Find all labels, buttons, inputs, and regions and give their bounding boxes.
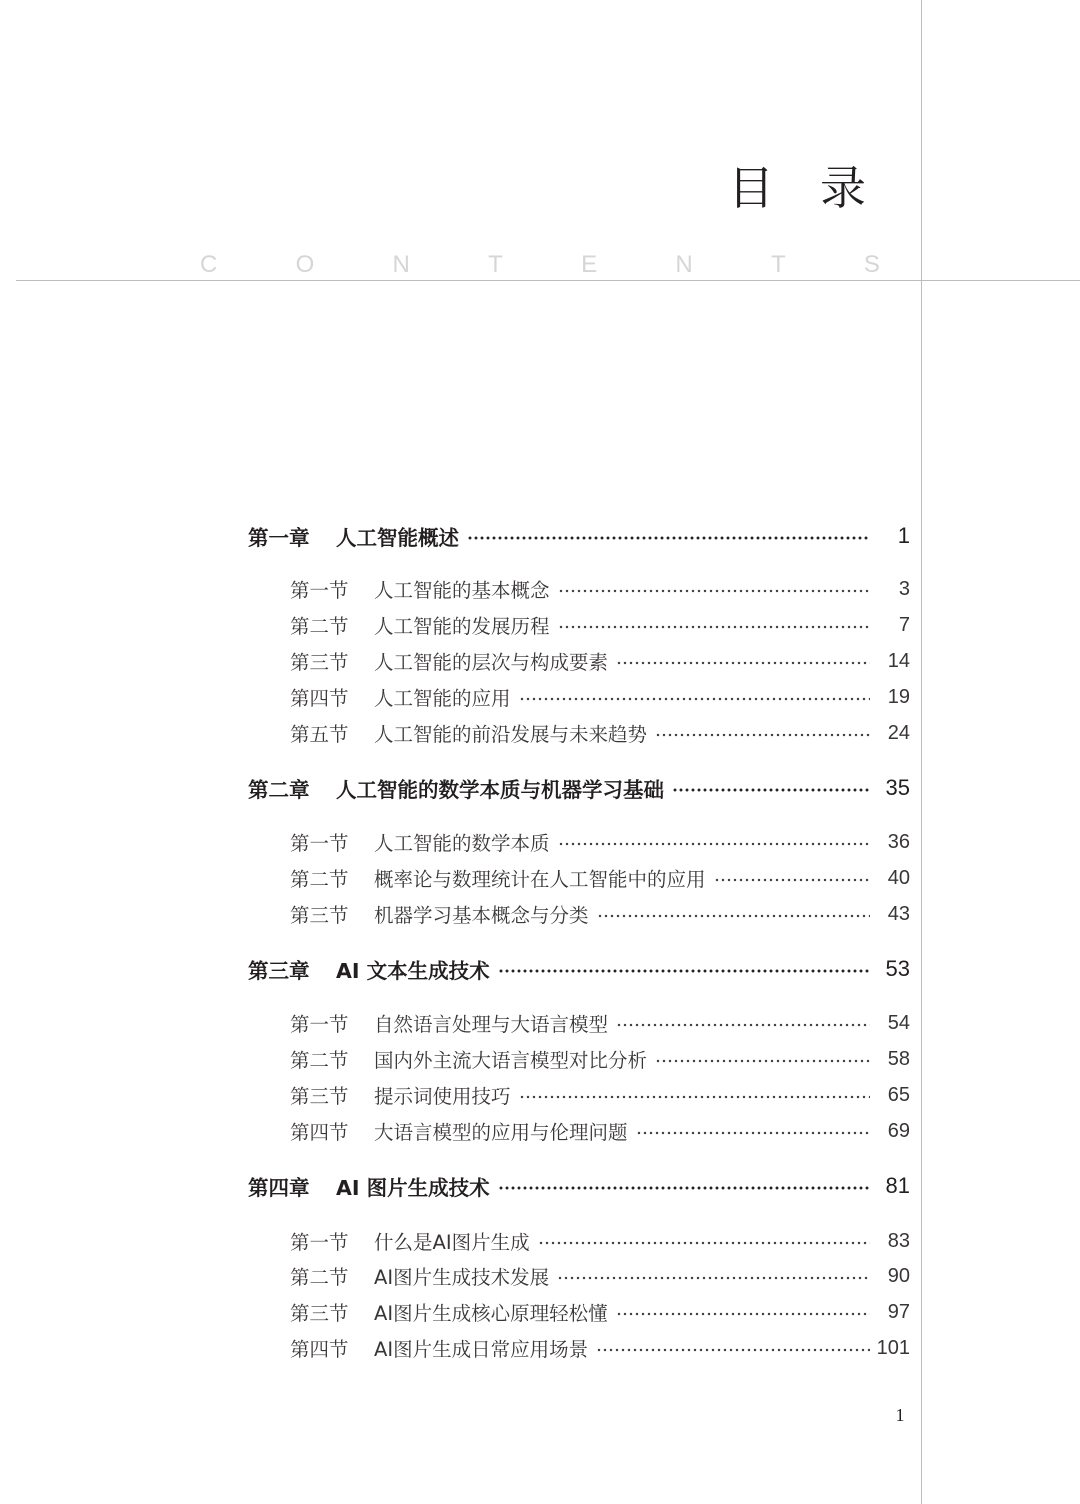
- dot-leader: [498, 969, 870, 973]
- dot-leader: [467, 536, 870, 540]
- dot-leader: [596, 1348, 870, 1352]
- toc-section-row: [290, 1044, 910, 1074]
- section-number: 第四节: [290, 687, 349, 710]
- section-number: 第三节: [290, 1302, 349, 1325]
- toc-section-row: [290, 682, 910, 712]
- dot-leader: [672, 788, 870, 792]
- section-number: 第二节: [290, 1266, 349, 1289]
- page-reference: 1: [897, 523, 910, 548]
- page-reference: 69: [887, 1119, 910, 1142]
- dot-leader: [655, 1059, 870, 1063]
- title-char-2: 录: [820, 161, 866, 215]
- page-reference: 19: [887, 685, 910, 708]
- section-title: 人工智能的层次与构成要素: [374, 651, 609, 674]
- page-reference: 36: [887, 830, 910, 853]
- section-title: AI图片生成技术发展: [374, 1266, 550, 1289]
- dot-leader: [558, 589, 870, 593]
- dot-leader: [557, 1276, 870, 1280]
- contents-letter: S: [863, 251, 880, 278]
- chapter-title: 人工智能的数学本质与机器学习基础: [336, 778, 664, 802]
- section-number: 第二节: [290, 615, 349, 638]
- section-number: 第四节: [290, 1338, 349, 1361]
- dot-leader: [519, 697, 870, 701]
- section-number: 第一节: [290, 1013, 349, 1036]
- section-number: 第一节: [290, 832, 349, 855]
- toc-section-row: [290, 1116, 910, 1146]
- contents-letter: O: [295, 251, 315, 278]
- chapter-number: 第一章: [248, 526, 310, 550]
- contents-letter: T: [488, 251, 503, 278]
- chapter-title: AI 图片生成技术: [336, 1176, 490, 1200]
- section-title: AI图片生成日常应用场景: [374, 1338, 589, 1361]
- dot-leader: [538, 1241, 870, 1245]
- section-title: 人工智能的应用: [374, 687, 511, 710]
- section-number: 第二节: [290, 1049, 349, 1072]
- dot-leader: [597, 914, 870, 918]
- contents-letter: E: [581, 251, 598, 278]
- toc-section-row: [290, 827, 910, 857]
- toc-chapter-row: [248, 1171, 910, 1201]
- dot-leader: [655, 733, 870, 737]
- page-number: 1: [895, 1405, 905, 1425]
- section-number: 第四节: [290, 1121, 349, 1144]
- section-title: 自然语言处理与大语言模型: [374, 1013, 609, 1036]
- page-reference: 83: [887, 1229, 910, 1252]
- chapter-title: 人工智能概述: [336, 526, 459, 550]
- dot-leader: [616, 1312, 870, 1316]
- page-reference: 14: [887, 649, 910, 672]
- contents-letter: N: [675, 251, 693, 278]
- toc-section-row: [290, 1226, 910, 1256]
- page-reference: 97: [887, 1300, 910, 1323]
- chapter-number: 第二章: [248, 778, 310, 802]
- dot-leader: [714, 878, 870, 882]
- toc-section-row: [290, 610, 910, 640]
- section-title: 人工智能的数学本质: [374, 832, 550, 855]
- section-title: 概率论与数理统计在人工智能中的应用: [374, 868, 706, 891]
- page-reference: 53: [885, 956, 910, 981]
- section-number: 第二节: [290, 868, 349, 891]
- toc-section-row: [290, 899, 910, 929]
- section-title: 什么是AI图片生成: [374, 1231, 530, 1254]
- section-number: 第三节: [290, 651, 349, 674]
- section-number: 第三节: [290, 904, 349, 927]
- section-title: 提示词使用技巧: [374, 1085, 511, 1108]
- chapter-title: AI 文本生成技术: [336, 959, 490, 983]
- toc-section-row: [290, 1333, 910, 1363]
- toc-chapter-row: [248, 773, 910, 803]
- contents-letter: C: [200, 251, 218, 278]
- dot-leader: [616, 661, 870, 665]
- contents-letter: T: [770, 251, 786, 278]
- dot-leader: [558, 842, 870, 846]
- page-reference: 58: [887, 1047, 910, 1070]
- section-title: 大语言模型的应用与伦理问题: [374, 1121, 628, 1144]
- section-number: 第一节: [290, 579, 349, 602]
- page-reference: 81: [885, 1173, 910, 1198]
- toc-section-row: [290, 1261, 910, 1291]
- dot-leader: [636, 1131, 870, 1135]
- dot-leader: [498, 1186, 870, 1190]
- page-reference: 43: [887, 902, 910, 925]
- section-number: 第一节: [290, 1231, 349, 1254]
- toc-chapter-row: [248, 521, 910, 551]
- section-title: 人工智能的基本概念: [374, 579, 550, 602]
- section-number: 第五节: [290, 723, 349, 746]
- toc-section-row: [290, 1008, 910, 1038]
- toc-section-row: [290, 718, 910, 748]
- section-title: 国内外主流大语言模型对比分析: [374, 1049, 648, 1072]
- section-number: 第三节: [290, 1085, 349, 1108]
- page-reference: 3: [898, 577, 910, 600]
- section-title: AI图片生成核心原理轻松懂: [374, 1302, 608, 1325]
- toc-section-row: [290, 574, 910, 604]
- section-title: 人工智能的发展历程: [374, 615, 550, 638]
- page-reference: 40: [887, 866, 910, 889]
- toc-section-row: [290, 863, 910, 893]
- chapter-number: 第四章: [248, 1176, 310, 1200]
- page-reference: 24: [887, 721, 910, 744]
- contents-letter: N: [392, 251, 410, 278]
- toc-section-row: [290, 1297, 910, 1327]
- section-title: 人工智能的前沿发展与未来趋势: [374, 723, 648, 746]
- section-title: 机器学习基本概念与分类: [374, 904, 589, 927]
- dot-leader: [519, 1095, 870, 1099]
- page-reference: 7: [898, 613, 910, 636]
- page-reference: 35: [885, 775, 910, 800]
- page-reference: 54: [887, 1011, 910, 1034]
- toc-section-row: [290, 1080, 910, 1110]
- dot-leader: [616, 1023, 870, 1027]
- toc-section-row: [290, 646, 910, 676]
- page-reference: 65: [887, 1083, 910, 1106]
- dot-leader: [558, 625, 870, 629]
- chapter-number: 第三章: [248, 959, 310, 983]
- page-reference: 90: [887, 1264, 910, 1287]
- toc-chapter-row: [248, 954, 910, 984]
- page-reference: 101: [876, 1336, 910, 1359]
- title-char-1: 目: [728, 161, 774, 215]
